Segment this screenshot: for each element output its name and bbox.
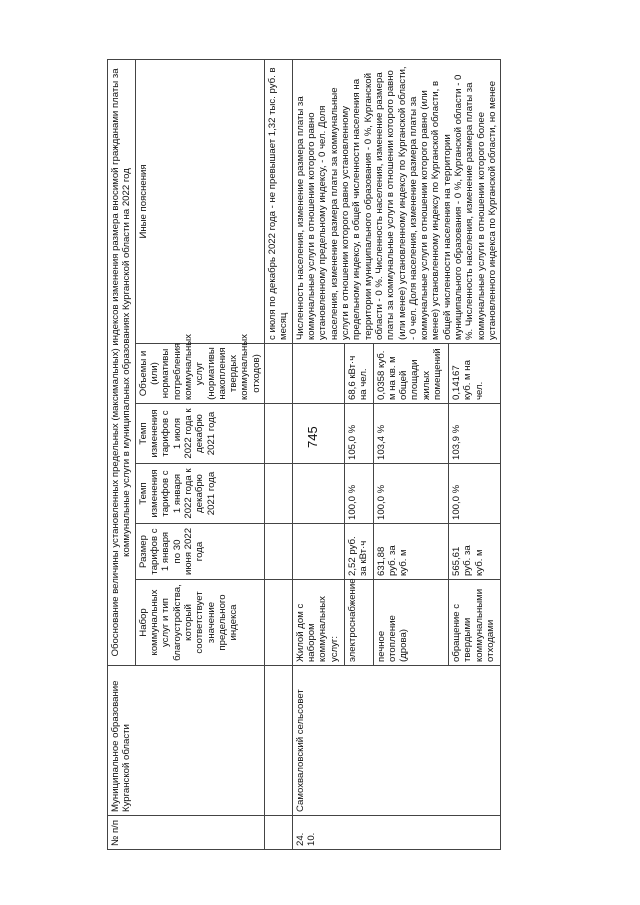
service-name: электроснабжение — [344, 580, 373, 666]
service-volume: 68,6 кВт·ч на чел. — [344, 344, 373, 404]
service-rate1: 100,0 % — [373, 464, 449, 524]
service-rate1: 100,0 % — [449, 464, 501, 524]
table-title: Обоснование величины установленных предельных (максимальных) индексов изменения размера вносимой гражданами платы за коммунальные услуги в муниципальных образованиях Курганской области на 2022 год — [108, 59, 136, 665]
service-name: печное отопление (дрова) — [373, 580, 449, 666]
header-rate1: Темп изменения тарифов с 1 января 2022 года к декабрю 2021 года — [135, 464, 264, 524]
row-notes: Численность населения, изменение размера платы за коммунальные услуги в отношении которого равно установленному предельному индексу, - 0 чел. Доля населения, изменение размера платы за коммунальные услуги в отношении которого равно установленному предельному индексу, в общей численности населения на территории муниципального образования - 0 %, Курганской области - 0 %. Численность населения, изменение размера платы за коммунальные услуги в отношении которого равно (или менее) установленному индексу по Курганской области, - 0 чел. Доля населения, изменение размера платы за коммунальные услуги в отношении которого равно (или менее) установленному индексу по Курганской области, в общей численности населения на территории муниципального образования - 0 %, Курганской области - 0 %. Численность населения, изменение размера платы за коммунальные услуги в отношении которого более установленного индекса по Курганской области, но менее — [292, 59, 501, 343]
header-num: № п/п — [108, 816, 265, 850]
service-rate2: 105,0 % — [344, 404, 373, 464]
row-municipality: Самохваловский сельсовет — [292, 666, 501, 816]
prev-note: с июля по декабрь 2022 года - не превышает 1,32 тыс. руб. в месяц — [265, 59, 293, 343]
header-set: Набор коммунальных услуг и тип благоустройства, который соответствует значение предельного индекса — [135, 580, 264, 666]
service-tariff: 2,52 руб. за кВт·ч — [344, 524, 373, 580]
row-house: Жилой дом с набором коммунальных услуг: — [292, 580, 344, 666]
table-row — [292, 59, 344, 849]
row-num: 24. 10. — [292, 816, 501, 850]
table-title-row — [108, 59, 136, 849]
service-tariff: 631,88 руб. за куб. м — [373, 524, 449, 580]
service-rate2: 103,4 % — [373, 404, 449, 464]
tariff-index-table — [107, 59, 501, 850]
service-rate1: 100,0 % — [344, 464, 373, 524]
service-rate2: 103,9 % — [449, 404, 501, 464]
header-tariff: Размер тарифов с 1 января по 30 июня 2022 года — [135, 524, 264, 580]
service-tariff: 565,61 руб. за куб. м — [449, 524, 501, 580]
prev-note-row — [265, 59, 293, 849]
service-volume: 0,0358 куб. м на кв. м общей площади жилых помещений — [373, 344, 449, 404]
header-municipality: Муниципальное образование Курганской области — [108, 666, 265, 816]
page-number: 745 — [305, 426, 320, 448]
service-name: обращение с твердыми коммунальными отходами — [449, 580, 501, 666]
header-notes: Иные пояснения — [135, 59, 264, 343]
service-volume: 0,14167 куб. м на чел. — [449, 344, 501, 404]
rotated-table-container — [107, 60, 607, 850]
header-volume: Объемы и (или) нормативы потребления коммунальных услуг (нормативы накопления твердых коммунальных отходов) — [135, 344, 264, 404]
header-rate2: Темп изменения тарифов с 1 июля 2022 года к декабрю 2021 года — [135, 404, 264, 464]
